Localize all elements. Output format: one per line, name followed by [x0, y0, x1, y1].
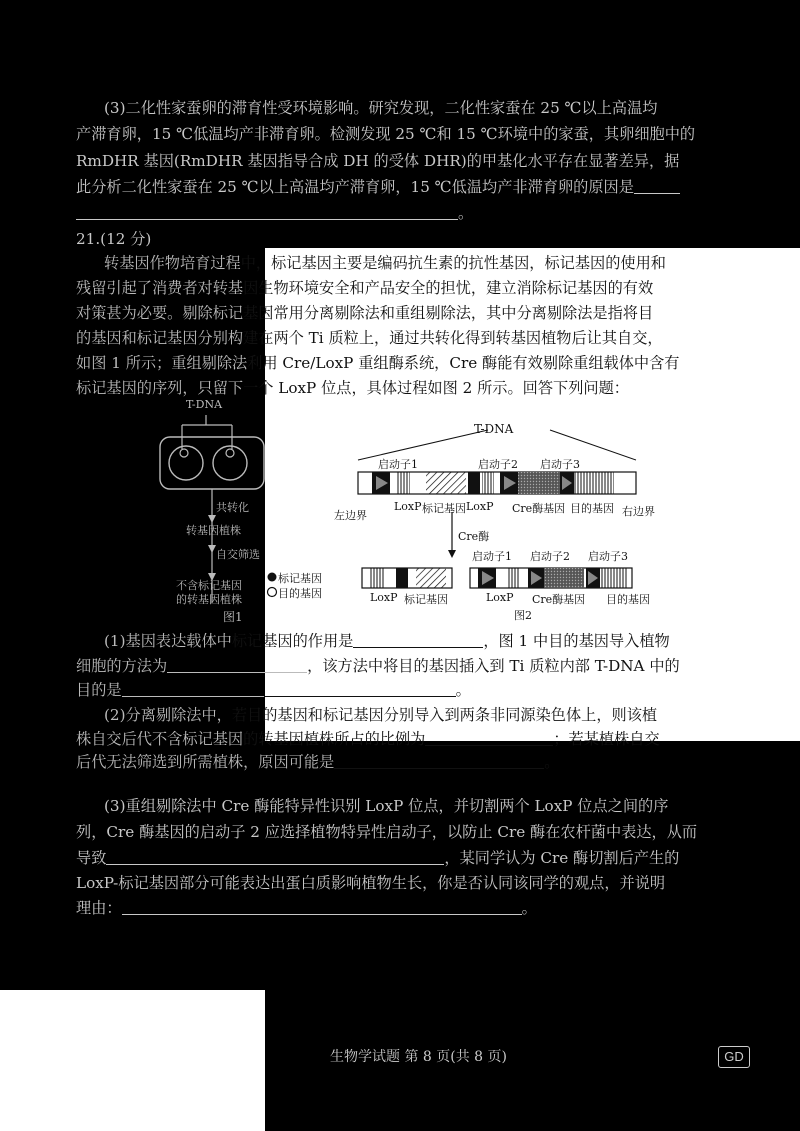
fig2-cre-gene-bottom: Cre酶基因	[532, 593, 586, 606]
target-dot-icon	[268, 588, 277, 597]
answer-blank	[425, 731, 553, 746]
fig1-tdna-label: T-DNA	[186, 398, 223, 411]
q21-intro-line4-dark: 的基因和标记基因分别构	[76, 329, 244, 347]
q21-1-line1-end: ，图 1 中目的基因导入植物	[483, 632, 670, 650]
q21-1-line1	[104, 631, 670, 651]
fig2-left-border: 左边界	[334, 509, 367, 522]
fig1-step-selfing: 自交筛选	[216, 548, 260, 561]
fig1-result-line1: 不含标记基因	[176, 579, 242, 592]
answer-blank	[353, 633, 483, 648]
q21-2-line1-light: 若目的基因和标记基因分别导入到两条非同源染色体上，则该植	[231, 706, 658, 724]
q21-2-line2-end: ；若某植株自交	[553, 730, 660, 748]
answer-blank	[634, 179, 680, 194]
q21-1-line2	[76, 656, 680, 676]
marker-dot-icon	[268, 573, 277, 582]
q21-1-line1-dark: (1)基因表达载体中	[104, 632, 232, 650]
answer-blank	[167, 658, 307, 673]
answer-blank	[264, 682, 456, 697]
q21-3-line1: (3)重组剔除法中 Cre 酶能特异性识别 LoxP 位点，并切割两个 LoxP 位点之间的序	[104, 797, 669, 815]
q20-3-line1: (3)二化性家蚕卵的滞育性受环境影响。研究发现，二化性家蚕在 25 ℃以上高温均	[104, 99, 658, 117]
q21-3-line2: 列，Cre 酶基因的启动子 2 应选择植物特异性启动子，以防止 Cre 酶在农杆菌中表达，从而	[76, 823, 698, 841]
fig2-promoter3-bottom: 启动子3	[588, 550, 628, 563]
q21-2-line2-dark: 株自交后代不含标记基因	[76, 730, 244, 748]
fig2-target-bottom: 目的基因	[606, 593, 650, 606]
q21-intro-line1-dark: 转基因作物培育过程	[104, 254, 241, 272]
fig2-cre-gene-top: Cre酶基因	[512, 502, 566, 515]
fig2-promoter2-bottom: 启动子2	[530, 550, 570, 563]
q21-3-line3-end: ，某同学认为 Cre 酶切割后产生的	[444, 849, 680, 867]
q21-1-line1-light: 标记基因的作用是	[231, 632, 354, 650]
answer-blank	[76, 205, 458, 220]
q21-intro-line1	[104, 253, 666, 273]
q21-2-line1	[104, 705, 657, 725]
q21-3-line5-end: 。	[521, 899, 537, 917]
answer-blank	[122, 900, 522, 915]
q21-heading: 21.(12 分)	[76, 230, 152, 248]
q21-3-line3	[76, 848, 679, 868]
fig2-target-top: 目的基因	[570, 502, 614, 515]
answer-blank	[334, 754, 544, 769]
q21-2-line2	[76, 729, 660, 749]
q21-intro-line3-dark: 对策甚为必要。剔除标记	[76, 304, 244, 322]
q21-intro-line6-dark: 标记基因的序列，只留下	[76, 379, 244, 397]
q21-intro-line3	[76, 303, 653, 323]
q21-intro-line4	[76, 328, 663, 348]
fig2-promoter3-top: 启动子3	[540, 458, 580, 471]
q21-intro-line5-dark: 如图 1 所示；重组剔除法	[76, 354, 248, 372]
q21-3-line3-start: 导致	[76, 849, 107, 867]
fig1-legend-target: 目的基因	[278, 587, 322, 600]
q21-intro-line2	[76, 278, 653, 298]
answer-blank	[122, 682, 264, 697]
q21-3-line5-start: 理由：	[76, 899, 122, 917]
q21-3-line5	[76, 898, 537, 918]
q21-2-line1-dark: (2)分离剔除法中，	[104, 706, 232, 724]
fig2-loxp-top2: LoxP	[466, 500, 494, 513]
q21-intro-line5-light: 利用 Cre/LoxP 重组酶系统，Cre 酶能有效剔除重组载体中含有	[247, 354, 680, 372]
q21-intro-line2-dark: 残留引起了消费者对转基	[76, 279, 244, 297]
fig2-promoter1-top: 启动子1	[378, 458, 418, 471]
q21-1-line3-end: 。	[455, 681, 471, 699]
fig1-legend-symbols	[266, 571, 278, 599]
q21-1-line2-dark: 细胞的方法为	[76, 657, 168, 675]
q20-3-period: 。	[458, 204, 474, 222]
q20-3-line4	[76, 177, 680, 197]
fig2-right-border: 右边界	[622, 505, 655, 518]
fig2-loxp-bottom: LoxP	[370, 591, 398, 604]
fig2-promoter2-top: 启动子2	[478, 458, 518, 471]
q21-intro-line4-light: 建在两个 Ti 质粒上，通过共转化得到转基因植物后让其自交，	[243, 329, 663, 347]
q21-intro-line1-light: 中，标记基因主要是编码抗生素的抗性基因，标记基因的使用和	[240, 254, 666, 272]
fig1-legend-marker: 标记基因	[278, 572, 322, 585]
fig1-step-transgenic: 转基因植株	[186, 524, 241, 537]
q21-1-line2-end: ，该方法中将目的基因插入到 Ti 质粒内部 T-DNA 中的	[307, 657, 680, 675]
fig2-loxp-bottom2: LoxP	[486, 591, 514, 604]
q21-intro-line5	[76, 353, 680, 373]
q20-3-line5	[76, 203, 473, 223]
fig2-caption: 图2	[514, 609, 532, 622]
q20-3-line3: RmDHR 基因(RmDHR 基因指导合成 DH 的受体 DHR)的甲基化水平存在显著差异，据	[76, 152, 680, 170]
fig2-promoter1-bottom: 启动子1	[472, 550, 512, 563]
q21-3-line4: LoxP-标记基因部分可能表达出蛋白质影响植物生长，你是否认同该同学的观点，并说明	[76, 874, 666, 892]
q21-intro-line6-light: 一个 LoxP 位点，具体过程如图 2 所示。回答下列问题：	[243, 379, 629, 397]
q20-3-line2: 产滞育卵，15 ℃低温均产非滞育卵。检测发现 25 ℃和 15 ℃环境中的家蚕，其卵细胞中的	[76, 125, 696, 143]
gd-badge: GD	[718, 1046, 750, 1068]
light-region-bottom	[0, 990, 265, 1131]
q21-2-line3	[76, 752, 559, 772]
q21-1-line3	[76, 680, 471, 700]
fig2-cre-enzyme: Cre酶	[458, 530, 490, 543]
fig1-caption: 图1	[223, 610, 243, 624]
fig2-loxp-top1: LoxP	[394, 500, 422, 513]
q21-2-line3-dark: 后代无法筛选到所需植株，原因可能是	[76, 753, 335, 771]
q21-2-line3-end: 。	[544, 753, 560, 771]
answer-blank	[106, 850, 444, 865]
fig1-result-line2: 的转基因植株	[176, 593, 242, 606]
q21-1-line3-dark: 目的是	[76, 681, 122, 699]
fig2-marker-top: 标记基因	[422, 502, 466, 515]
fig2-tdna-label: T-DNA	[474, 422, 514, 436]
page-footer: 生物学试题 第 8 页(共 8 页)	[330, 1049, 507, 1065]
fig1-step-cotransform: 共转化	[216, 501, 249, 514]
q21-intro-line2-light: 因生物环境安全和产品安全的担忧，建立消除标记基因的有效	[243, 279, 654, 297]
fig2-marker-bottom: 标记基因	[404, 593, 448, 606]
figure-2-drawing	[340, 420, 670, 620]
q21-intro-line3-light: 基因常用分离剔除法和重组剔除法，其中分离剔除法是指将目	[243, 304, 654, 322]
q20-3-line4-text: 此分析二化性家蚕在 25 ℃以上高温均产滞育卵，15 ℃低温均产非滞育卵的原因是	[76, 178, 634, 196]
q21-2-line2-light: 的转基因植株所占的比例为	[243, 730, 426, 748]
